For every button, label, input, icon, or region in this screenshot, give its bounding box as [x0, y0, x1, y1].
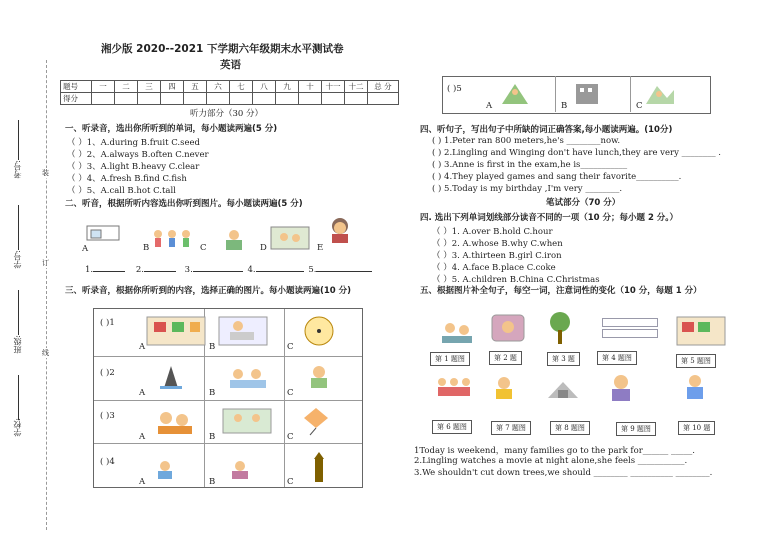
q1-item[interactable]: （ ）4、A.fresh B.find C.fish — [67, 174, 187, 184]
q5-sentence[interactable]: 2.Lingling watches a movie at night alone,she feels ___________. — [414, 456, 688, 466]
score-input[interactable] — [115, 93, 138, 105]
q3-opt: A — [139, 342, 146, 352]
q1-item[interactable]: （ ）5、A.call B.hot C.tall — [67, 186, 176, 196]
q4-title: 四、听句子，写出句子中所缺的词正确答案,每小题读两遍。(10分) — [420, 125, 673, 135]
class-line — [18, 290, 19, 335]
q1-title: 一、听录音，选出你所听到的单词，每小题读两遍(5 分) — [65, 124, 278, 134]
q5-pic9-icon — [604, 372, 638, 402]
q2-blank-label: 1. — [85, 265, 94, 275]
q2-pic-c-icon — [220, 229, 248, 251]
q2-label-a: A — [82, 244, 89, 254]
q5-pic10-icon — [680, 372, 710, 400]
q5-label: 第 4 题图 — [597, 351, 637, 365]
q5-pic5-icon — [676, 316, 726, 346]
q2-label-b: B — [143, 243, 150, 253]
score-input[interactable] — [299, 93, 322, 105]
label-student-id: 学号: — [13, 250, 22, 269]
q5-pic7-icon — [490, 374, 518, 400]
q4b-item[interactable]: （ ）5. A.children B.China C.Christmas — [432, 275, 600, 285]
bind-char-xian: 线 — [42, 349, 49, 357]
q3-opt: B — [209, 342, 216, 352]
score-input[interactable] — [345, 93, 368, 105]
q3-opt: C — [287, 477, 294, 487]
label-school: 学校: — [13, 418, 22, 437]
q2-blank[interactable] — [256, 271, 304, 272]
q3-opt: C — [287, 342, 294, 352]
q4b-item[interactable]: （ ）3. A.thirteen B.girl C.iron — [432, 251, 562, 261]
q5-label: 第 7 题图 — [491, 421, 531, 435]
q2-blank[interactable] — [316, 271, 372, 272]
q4-item[interactable]: ( ) 3.Anne is first in the exam,he is___________ — [432, 160, 628, 170]
q3-pic-hiking-icon — [500, 80, 530, 106]
q3-row5[interactable]: ( )5 — [447, 84, 462, 94]
score-cell: 一 — [92, 81, 115, 93]
q3-row2[interactable]: ( )2 — [100, 368, 115, 378]
written-header: 笔试部分（70 分） — [546, 198, 621, 208]
q2-pic-b-icon — [150, 228, 200, 250]
q3-row5-divider — [555, 76, 556, 112]
q2-blank[interactable] — [144, 271, 176, 272]
q5-label: 第 2 题 — [489, 351, 522, 365]
q3-pic-play-icon — [224, 364, 274, 390]
score-cell: 五 — [184, 81, 207, 93]
score-cell: 题号 — [61, 81, 92, 93]
score-cell: 总 分 — [368, 81, 399, 93]
score-cell: 六 — [207, 81, 230, 93]
q2-label-e: E — [317, 243, 324, 253]
score-cell: 九 — [276, 81, 299, 93]
q5-pic6-icon — [432, 376, 472, 398]
q3-row-divider — [94, 443, 362, 444]
number-line — [18, 120, 19, 160]
q1-item[interactable]: （ ）3、A.light B.heavy C.clear — [67, 162, 200, 172]
q1-item[interactable]: （ ）2、A.always B.often C.never — [67, 150, 209, 160]
q3-row-divider — [94, 400, 362, 401]
q3-pic-row4a-icon — [150, 458, 180, 480]
score-table — [60, 80, 399, 105]
q4b-item[interactable]: （ ）2. A.whose B.why C.when — [432, 239, 563, 249]
q2-answer-row — [85, 265, 372, 275]
bind-char-ding: 订 — [42, 259, 49, 267]
score-input[interactable] — [253, 93, 276, 105]
q2-blank[interactable] — [193, 271, 243, 272]
listening-header: 听力部分（30 分） — [190, 109, 264, 119]
score-cell: 十一 — [322, 81, 345, 93]
q4b-title: 四. 选出下列单词划线部分读音不同的一项（10 分；每小题 2 分。） — [420, 213, 679, 223]
q3-opt: A — [486, 101, 493, 111]
q3-row-divider — [94, 356, 362, 357]
score-input[interactable] — [368, 93, 399, 105]
q5-label: 第 8 题图 — [550, 421, 590, 435]
q3-pic-woman-icon — [305, 364, 333, 388]
q5-label: 第 3 题 — [547, 352, 580, 366]
q5-pic4-signs — [602, 318, 658, 336]
q3-pic-mountain-icon — [645, 80, 675, 106]
q2-pic-e-icon — [324, 216, 356, 244]
score-cell: 七 — [230, 81, 253, 93]
q5-label: 第 6 题图 — [432, 420, 472, 434]
score-cell: 十二 — [345, 81, 368, 93]
q3-pic-clock-icon — [298, 314, 340, 348]
q5-label: 第 9 题图 — [616, 422, 656, 436]
q2-blank-label: 4. — [247, 265, 256, 275]
q5-title: 五、根据图片补全句子，每空一词，注意词性的变化（10 分，每题 1 分） — [420, 286, 702, 296]
q3-row4[interactable]: ( )4 — [100, 457, 115, 467]
q2-blank-label: 5. — [308, 265, 317, 275]
score-cell: 得分 — [61, 93, 92, 105]
q1-item[interactable]: （ ）1、A.during B.fruit C.seed — [67, 138, 200, 148]
q3-opt: B — [561, 101, 568, 111]
binding-line — [46, 60, 47, 530]
q3-col-divider — [284, 309, 285, 487]
q2-pic-d-icon — [270, 226, 310, 250]
q3-opt: A — [139, 432, 146, 442]
label-class: 班级: — [13, 335, 22, 354]
score-input[interactable] — [92, 93, 115, 105]
q4-item[interactable]: ( ) 2.Lingling and Winging don't have lunch,they are very ________ . — [432, 148, 721, 158]
q3-row1[interactable]: ( )1 — [100, 318, 115, 328]
q5-pic1-icon — [436, 318, 476, 344]
q2-title: 二、听音，根据所听内容选出你听到图片。每小题读两遍(5 分) — [65, 199, 303, 209]
q5-pic2-icon — [490, 313, 526, 343]
score-input[interactable] — [184, 93, 207, 105]
score-cell: 四 — [161, 81, 184, 93]
q3-pic-family-icon — [222, 408, 272, 434]
q3-pic-building-icon — [572, 80, 602, 106]
q5-label: 第 1 题图 — [430, 352, 470, 366]
q3-title: 三、听录音，根据你所听到的内容，选择正确的图片。每小题读两遍(10 分) — [65, 286, 352, 296]
q2-blank-label: 2. — [135, 265, 144, 275]
score-input[interactable] — [322, 93, 345, 105]
q5-sentence[interactable]: 1Today is weekend，many families go to the park for______ _____. — [414, 446, 695, 456]
score-cell: 二 — [115, 81, 138, 93]
q4b-item[interactable]: （ ）1. A.over B.hold C.hour — [432, 227, 553, 237]
q3-opt: B — [209, 388, 216, 398]
student-id-line — [18, 205, 19, 250]
q3-row3[interactable]: ( )3 — [100, 411, 115, 421]
q5-label: 第 10 题 — [678, 421, 715, 435]
q3-pic-bigben-icon — [310, 452, 328, 482]
q3-row5-divider — [630, 76, 631, 112]
q3-opt: B — [209, 432, 216, 442]
q3-opt: A — [139, 388, 146, 398]
q5-pic3-icon — [546, 310, 574, 346]
q3-opt: C — [287, 432, 294, 442]
score-cell: 三 — [138, 81, 161, 93]
score-input[interactable] — [276, 93, 299, 105]
score-input[interactable] — [207, 93, 230, 105]
q5-pic8-icon — [546, 376, 580, 400]
q2-blank[interactable] — [93, 271, 125, 272]
label-number: 考号: — [13, 160, 22, 179]
q4b-item[interactable]: （ ）4. A.face B.place C.coke — [432, 263, 556, 273]
score-input[interactable] — [161, 93, 184, 105]
exam-subject: 英语 — [220, 59, 241, 71]
q3-opt: C — [287, 388, 294, 398]
q3-pic-classroom-icon — [146, 316, 206, 346]
q3-opt: B — [209, 477, 216, 487]
q3-pic-row4b-icon — [222, 458, 258, 480]
q4-item[interactable]: ( ) 4.They played games and sang their favorite__________. — [432, 172, 682, 182]
q4-item[interactable]: ( ) 5.Today is my birthday ,I'm very ________. — [432, 184, 623, 194]
q4-item[interactable]: ( ) 1.Peter ran 800 meters,he's ________now. — [432, 136, 621, 146]
score-cell: 八 — [253, 81, 276, 93]
exam-title: 湘少版 2020--2021 下学期六年级期末水平测试卷 — [101, 43, 344, 55]
q5-sentence[interactable]: 3.We shouldn't cut down trees,we should ________ __________ ________. — [414, 468, 713, 478]
score-input[interactable] — [230, 93, 253, 105]
score-input[interactable] — [138, 93, 161, 105]
school-line — [18, 375, 19, 420]
q2-blank-label: 3. — [184, 265, 193, 275]
q3-pic-eiffel-icon — [156, 364, 186, 390]
q2-label-d: D — [260, 243, 267, 253]
bind-char-zhuang: 装 — [42, 169, 49, 177]
q5-label: 第 5 题图 — [676, 354, 716, 368]
q2-pic-a-icon — [85, 222, 121, 242]
score-cell: 十 — [299, 81, 322, 93]
q2-label-c: C — [200, 243, 207, 253]
q3-pic-kite-icon — [300, 406, 332, 436]
q3-pic-kids-icon — [150, 408, 200, 436]
q3-opt: A — [139, 477, 146, 487]
q3-opt: C — [636, 101, 643, 111]
q3-pic-reading-icon — [218, 316, 268, 346]
